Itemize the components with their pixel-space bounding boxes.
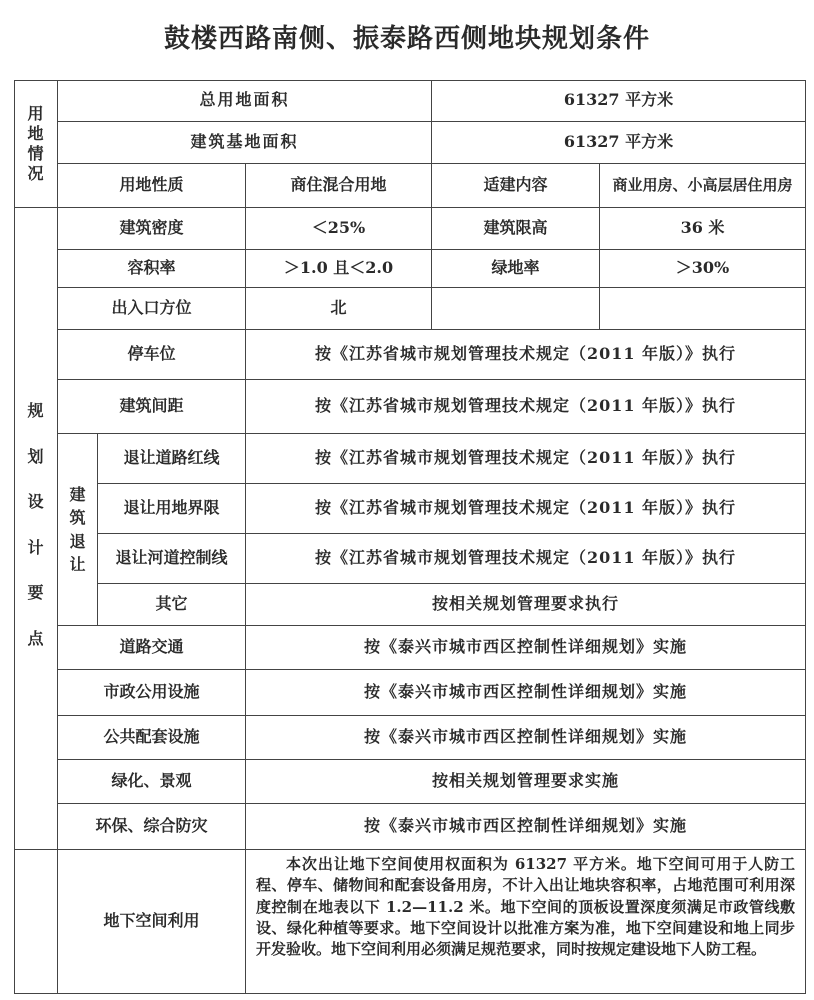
greening-value: 按相关规划管理要求实施 — [246, 760, 806, 804]
setback-river-value: 按《江苏省城市规划管理技术规定（2011 年版）》执行 — [246, 534, 806, 584]
parking-label: 停车位 — [58, 330, 246, 380]
env-protection-label: 环保、综合防灾 — [58, 804, 246, 850]
section-plan-label — [14, 208, 58, 850]
setback-group-label — [58, 434, 98, 626]
municipal-label: 市政公用设施 — [58, 670, 246, 716]
municipal-value: 按《泰兴市城市西区控制性详细规划》实施 — [246, 670, 806, 716]
density-label: 建筑密度 — [58, 208, 246, 250]
far-value: ＞1.0 且＜2.0 — [246, 250, 432, 288]
setback-road-value: 按《江苏省城市规划管理技术规定（2011 年版）》执行 — [246, 434, 806, 484]
setback-river-label: 退让河道控制线 — [98, 534, 246, 584]
suitable-content-label: 适建内容 — [432, 164, 600, 208]
empty-cell — [600, 288, 806, 330]
underground-label: 地下空间利用 — [58, 850, 246, 994]
empty-cell — [14, 850, 58, 994]
green-ratio-value: ＞30% — [600, 250, 806, 288]
setback-group-label-text: 建筑退让 — [69, 485, 86, 574]
green-ratio-label: 绿地率 — [432, 250, 600, 288]
setback-boundary-label: 退让用地界限 — [98, 484, 246, 534]
building-spacing-value: 按《江苏省城市规划管理技术规定（2011 年版）》执行 — [246, 380, 806, 434]
suitable-content-value: 商业用房、小高层居住用房 — [600, 164, 806, 208]
total-area-value: 61327 平方米 — [432, 80, 806, 122]
setback-other-label: 其它 — [98, 584, 246, 626]
env-protection-value: 按《泰兴市城市西区控制性详细规划》实施 — [246, 804, 806, 850]
underground-value-text: 本次出让地下空间使用权面积为 61327 平方米。地下空间可用于人防工程、停车、储物间和配套设备用房，不计入出让地块容积率，占地范围可利用深度控制在地表以下 1.2—11.2 米。地下空间的顶板设置深度须满足市政管线敷设、绿化种植等要求。地下空间设计以批准方案为准，地下空间建设和地上同步开发验收。地下空间利用必须满足规范要求，同时按规定建设地下人防工程。 — [256, 855, 795, 959]
greening-label: 绿化、景观 — [58, 760, 246, 804]
traffic-value: 按《泰兴市城市西区控制性详细规划》实施 — [246, 626, 806, 670]
land-nature-value: 商住混合用地 — [246, 164, 432, 208]
planning-conditions-table — [14, 80, 806, 994]
entrance-value: 北 — [246, 288, 432, 330]
base-area-label: 建筑基地面积 — [58, 122, 432, 164]
setback-other-value: 按相关规划管理要求执行 — [246, 584, 806, 626]
land-nature-label: 用地性质 — [58, 164, 246, 208]
far-label: 容积率 — [58, 250, 246, 288]
underground-value — [246, 850, 806, 994]
section-land-label-text: 用地情况 — [27, 103, 44, 183]
public-facilities-value: 按《泰兴市城市西区控制性详细规划》实施 — [246, 716, 806, 760]
public-facilities-label: 公共配套设施 — [58, 716, 246, 760]
parking-value: 按《江苏省城市规划管理技术规定（2011 年版）》执行 — [246, 330, 806, 380]
setback-boundary-value: 按《江苏省城市规划管理技术规定（2011 年版）》执行 — [246, 484, 806, 534]
density-value: ＜25% — [246, 208, 432, 250]
total-area-label: 总用地面积 — [58, 80, 432, 122]
setback-road-label: 退让道路红线 — [98, 434, 246, 484]
section-land-label — [14, 80, 58, 208]
entrance-label: 出入口方位 — [58, 288, 246, 330]
section-plan-label-text: 规划设计要点 — [27, 401, 44, 648]
base-area-value: 61327 平方米 — [432, 122, 806, 164]
height-limit-label: 建筑限高 — [432, 208, 600, 250]
document-title: 鼓楼西路南侧、振泰路西侧地块规划条件 — [163, 24, 650, 54]
empty-cell — [432, 288, 600, 330]
building-spacing-label: 建筑间距 — [58, 380, 246, 434]
traffic-label: 道路交通 — [58, 626, 246, 670]
height-limit-value: 36 米 — [600, 208, 806, 250]
